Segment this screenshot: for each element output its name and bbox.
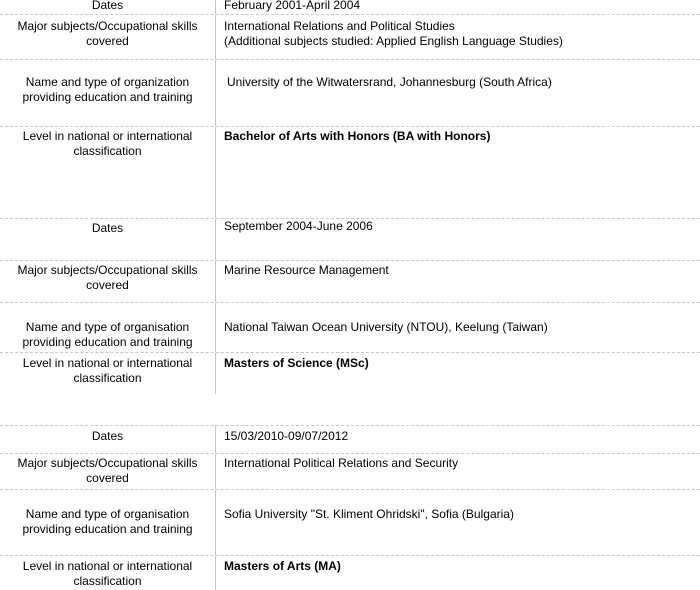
level-label-line-1: Level in national or international xyxy=(22,356,193,370)
entry-3-organization-value: Sofia University "St. Kliment Ohridski", Sofia (Bulgaria) xyxy=(224,507,514,521)
subjects-label-line-2: covered xyxy=(86,471,129,485)
entry-1-subjects-extra: (Additional subjects studied: Applied English Language Studies) xyxy=(224,34,563,48)
entry-3-level-row xyxy=(0,556,700,590)
entry-1-subjects-row xyxy=(0,15,700,59)
subjects-label xyxy=(0,454,216,489)
organization-label xyxy=(0,303,216,352)
organization-label-line-2: providing education and training xyxy=(22,90,193,104)
entry-2-level-value: Masters of Science (MSc) xyxy=(224,356,369,370)
level-label-line-2: classification xyxy=(73,144,142,158)
subjects-label-line-1: Major subjects/Occupational skills xyxy=(17,456,198,470)
entry-3-dates-value: 15/03/2010-09/07/2012 xyxy=(224,429,349,443)
dates-label xyxy=(0,219,216,260)
entry-1-subjects-text: International Relations and Political Studies xyxy=(224,19,455,33)
subjects-label xyxy=(0,261,216,302)
entry-1-dates-row xyxy=(0,0,700,14)
entry-2-level-row xyxy=(0,353,700,394)
entry-2-organization-row xyxy=(0,303,700,352)
entry-2-dates-value: September 2004-June 2006 xyxy=(224,219,373,233)
subjects-label-line-1: Major subjects/Occupational skills xyxy=(17,263,198,277)
organization-label xyxy=(0,60,216,126)
dates-label-text: Dates xyxy=(91,221,124,235)
organization-label-line-1: Name and type of organization xyxy=(25,75,190,89)
entry-2-dates-row xyxy=(0,219,700,260)
entry-3-organization-row xyxy=(0,490,700,555)
entry-2-organization-value: National Taiwan Ocean University (NTOU), Keelung (Taiwan) xyxy=(224,320,548,334)
level-label xyxy=(0,353,216,394)
dates-label-text: Dates xyxy=(91,429,124,443)
organization-label-line-1: Name and type of organisation xyxy=(25,507,190,521)
level-label-line-2: classification xyxy=(73,574,142,588)
entry-3-subjects-row xyxy=(0,454,700,489)
level-label-line-1: Level in national or international xyxy=(22,129,193,143)
subjects-label-line-2: covered xyxy=(86,34,129,48)
entry-1-dates-value: February 2001-April 2004 xyxy=(224,0,361,12)
entry-3-level-value: Masters of Arts (MA) xyxy=(224,559,341,573)
entry-1-level-row xyxy=(0,127,700,218)
dates-label xyxy=(0,0,216,14)
entry-1-subjects-value xyxy=(224,19,563,49)
entry-2-subjects-value: Marine Resource Management xyxy=(224,263,389,277)
organization-label-line-2: providing education and training xyxy=(22,335,193,349)
entry-1-level-value: Bachelor of Arts with Honors (BA with Honors) xyxy=(224,129,491,143)
organization-label xyxy=(0,490,216,555)
level-label xyxy=(0,127,216,218)
entry-3-subjects-value: International Political Relations and Security xyxy=(224,456,459,470)
entry-3-dates-row xyxy=(0,426,700,453)
level-label-line-1: Level in national or international xyxy=(22,559,193,573)
organization-label-line-1: Name and type of organisation xyxy=(25,320,190,334)
subjects-label-line-2: covered xyxy=(86,278,129,292)
dates-label xyxy=(0,426,216,453)
level-label xyxy=(0,556,216,590)
subjects-label xyxy=(0,15,216,59)
dates-label-text: Dates xyxy=(91,0,124,12)
entry-1-organization-row xyxy=(0,60,700,126)
entry-2-subjects-row xyxy=(0,261,700,302)
organization-label-line-2: providing education and training xyxy=(22,522,193,536)
level-label-line-2: classification xyxy=(73,371,142,385)
subjects-label-line-1: Major subjects/Occupational skills xyxy=(17,19,198,33)
entry-1-organization-value: University of the Witwatersrand, Johannesburg (South Africa) xyxy=(227,75,552,89)
